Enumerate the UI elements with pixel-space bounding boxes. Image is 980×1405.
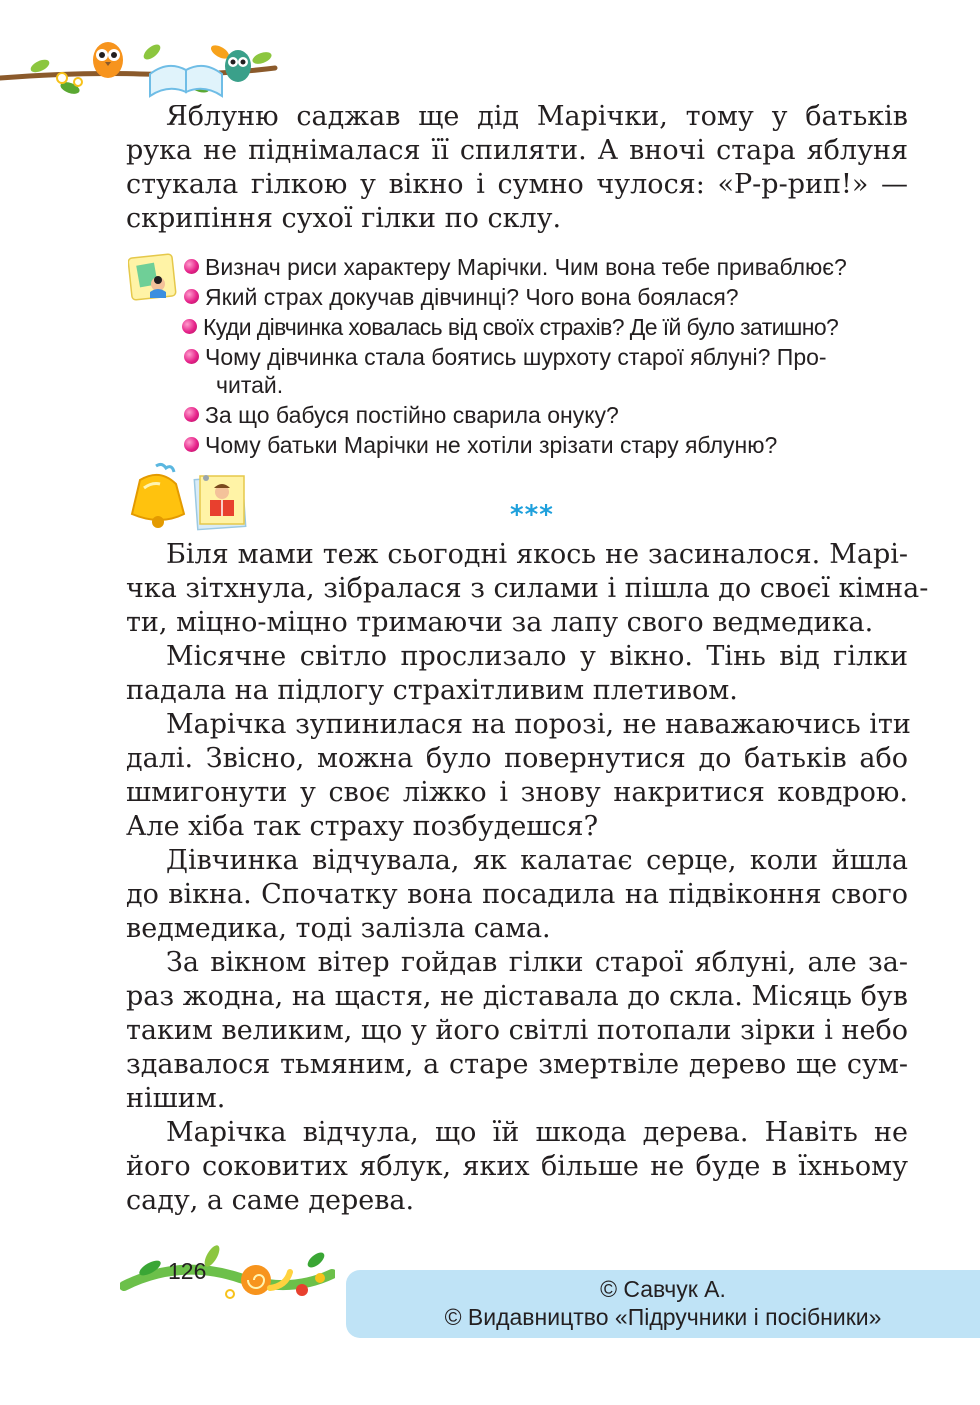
text-line: саду, а саме дерева.	[126, 1185, 415, 1216]
top-paragraph	[126, 100, 908, 236]
question-text: Куди дівчинка ховалась від своїх страхів? Де їй було затишно?	[203, 314, 839, 340]
bullet-icon	[182, 319, 197, 334]
text-line: Марічка зупинилася на порозі, не наважаючись іти	[166, 709, 911, 740]
reading-child-icon	[192, 470, 248, 532]
text-line: Але хіба так страху позбудешся?	[126, 811, 599, 842]
text-line: ведмедика, тоді залізла сама.	[126, 913, 551, 944]
text-line: його соковитих яблук, яких більше не буде в їхньому	[126, 1151, 908, 1182]
text-line: далі. Звісно, можна було повернутися до батьків або	[126, 743, 908, 774]
question-text: Чому дівчинка стала боятись шурхоту старої яблуні? Про-	[205, 344, 827, 370]
text-line: чка зітхнула, зібралася з силами і пішла до своєї кімна-	[126, 573, 929, 604]
question-item	[184, 430, 777, 460]
text-line: скрипіння сухої гілки по склу.	[126, 203, 562, 234]
bullet-icon	[184, 407, 199, 422]
question-continuation	[216, 370, 283, 400]
text-line: рука не піднімалася її спиляти. А вночі стара яблуня	[126, 135, 908, 166]
text-line: таким великим, що у його світлі потопали зірки і небо	[126, 1015, 908, 1046]
text-line: Дівчинка відчувала, як калатає серце, коли йшла	[166, 845, 908, 876]
text-line: шмигонути у своє ліжко і знову накритися ковдрою.	[126, 777, 908, 808]
text-line: нішим.	[126, 1083, 226, 1114]
question-text: Який страх докучав дівчинці? Чого вона боялася?	[205, 284, 739, 310]
section-separator: ***	[510, 500, 554, 530]
paragraph	[126, 708, 911, 844]
text-line: Яблуню саджав ще дід Марічки, тому у батьків	[166, 101, 908, 132]
question-item	[184, 282, 739, 312]
bullet-icon	[184, 437, 199, 452]
question-text: Визнач риси характеру Марічки. Чим вона тебе приваблює?	[205, 254, 847, 280]
copyright-publisher: © Видавництво «Підручники і посібники»	[444, 1304, 882, 1330]
text-line: падала на підлогу страхітливим плетивом.	[126, 675, 738, 706]
paragraph	[126, 640, 908, 708]
text-line: ти, міцно-міцно тримаючи за лапу свого ведмедика.	[126, 607, 874, 638]
text-line: Біля мами теж сьогодні якось не засиналося. Марі-	[166, 539, 908, 570]
question-text: читай.	[216, 372, 284, 398]
paragraph	[126, 844, 908, 946]
grass-snail-decoration-icon	[120, 1238, 335, 1308]
text-line: раз жодна, на щастя, не діставала до скла. Місяць був	[126, 981, 908, 1012]
text-line: Місячне світло прослизало у вікно. Тінь від гілки	[166, 641, 908, 672]
question-item	[184, 252, 847, 282]
bell-icon	[126, 462, 190, 534]
page-number: 126	[168, 1258, 207, 1284]
paragraph	[126, 946, 908, 1116]
text-line: стукала гілкою у вікно і сумно чулося: «Р-р-рип!» —	[126, 169, 908, 200]
bullet-icon	[184, 289, 199, 304]
bullet-icon	[184, 349, 199, 364]
paragraph	[126, 1116, 908, 1218]
copyright-author: © Савчук А.	[600, 1276, 726, 1302]
question-item	[184, 342, 827, 372]
text-line: здавалося тьмяним, а старе змертвіле дерево ще сум-	[126, 1049, 908, 1080]
bullet-icon	[184, 259, 199, 274]
question-text: За що бабуся постійно сварила онуку?	[205, 402, 619, 428]
paragraph	[126, 538, 929, 640]
question-item	[184, 400, 619, 430]
text-line: За вікном вітер гойдав гілки старої яблуні, але за-	[166, 947, 908, 978]
question-item	[182, 312, 838, 342]
copyright-box	[346, 1270, 980, 1338]
text-line: до вікна. Спочатку вона посадила на підвіконня свого	[126, 879, 908, 910]
book-questions-icon	[128, 252, 178, 302]
text-line: Марічка відчула, що їй шкода дерева. Навіть не	[166, 1117, 908, 1148]
branch-with-owls-and-book-icon	[0, 30, 280, 110]
question-text: Чому батьки Марічки не хотіли зрізати стару яблуню?	[205, 432, 778, 458]
